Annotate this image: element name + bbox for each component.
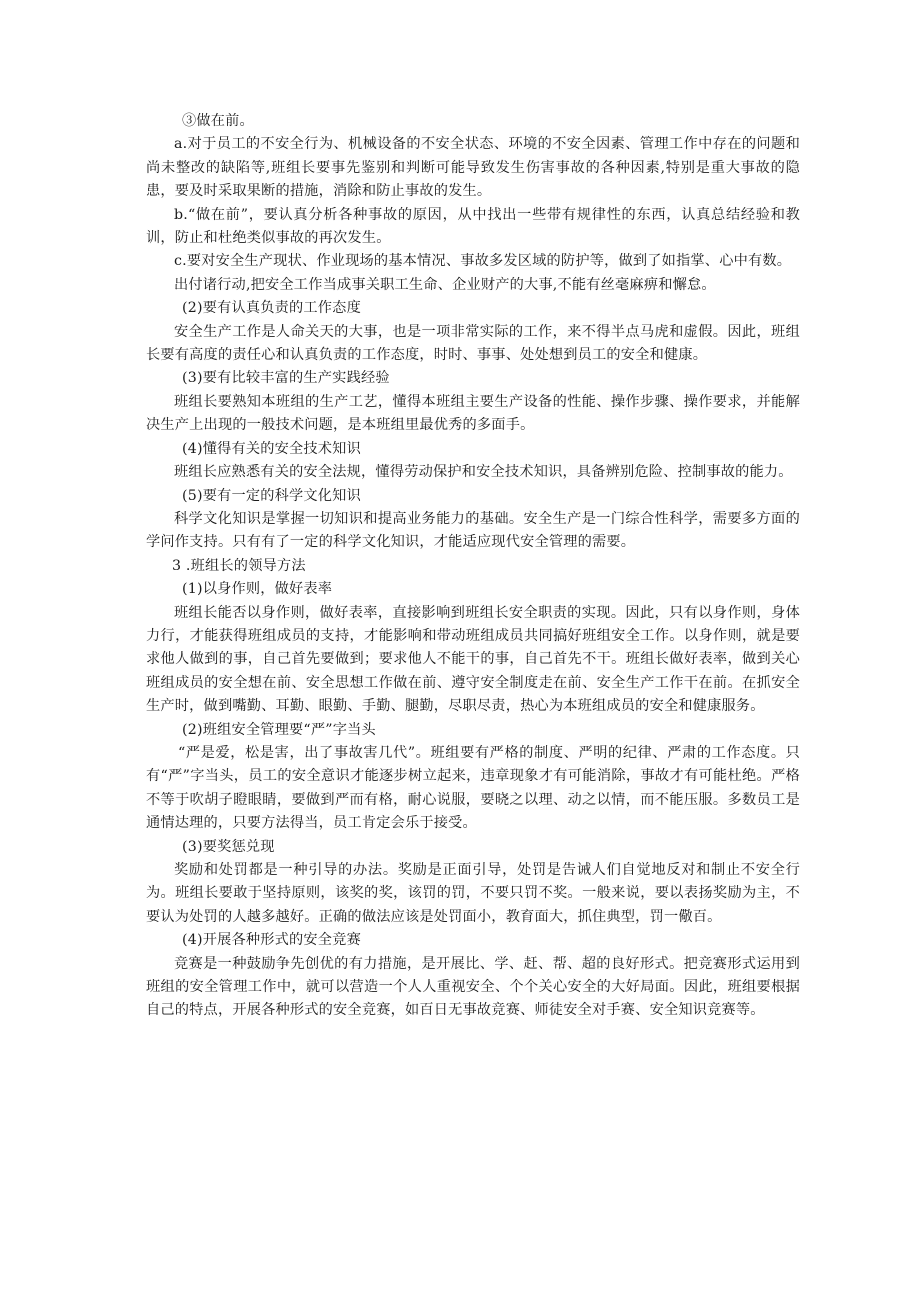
paragraph-take-action: 出付诸行动,把安全工作当成事关职工生命、企业财产的大事,不能有丝毫麻痹和懈怠。 <box>174 276 716 293</box>
paragraph-science-culture: 科学文化知识是掌握一切知识和提高业务能力的基础。安全生产是一门综合性科学，需要多方面的学问作支持。只有有了一定的科学文化知识，才能适应现代安全管理的需要。 <box>146 510 800 551</box>
paragraph-item-b: b.“做在前”，要认真分析各种事故的原因，从中找出一些带有规律性的东西，认真总结经验和教训，防止和杜绝类似事故的再次发生。 <box>146 206 800 247</box>
paragraph-rewards-penalties: 奖励和处罚都是一种引导的办法。奖励是正面引导，处罚是告诫人们自觉地反对和制止不安全行为。班组长要敢于坚持原则，该奖的奖，该罚的罚，不要只罚不奖。一般来说，要以表扬奖励为主，不要认为处罚的人越多越好。正确的做法应该是处罚面小，教育面大，抓住典型，罚一儆百。 <box>146 862 800 925</box>
paragraph-responsible-attitude: 安全生产工作是人命关天的大事，也是一项非常实际的工作，来不得半点马虎和虚假。因此，班组长要有高度的责任心和认真负责的工作态度，时时、事事、处处想到员工的安全和健康。 <box>146 323 800 364</box>
heading-strictness-first: (2)班组安全管理要“严”字当头 <box>182 721 376 738</box>
paragraph-item-c: c.要对安全生产现状、作业现场的基本情况、事故多发区域的防护等，做到了如指掌、心中有数。 <box>174 253 792 270</box>
paragraph-strictness-first: “严是爱，松是害，出了事故害几代”。班组要有严格的制度、严明的纪律、严肃的工作态度。只有“严”字当头，员工的安全意识才能逐步树立起来，违章现象才有可能消除，事故才有可能杜绝。严格不等于吹胡子瞪眼睛，要做到严而有格，耐心说服，要晓之以理、动之以情，而不能压服。多数员工是通情达理的，只要方法得当，员工肯定会乐于接受。 <box>146 744 800 832</box>
paragraph-safety-knowledge: 班组长应熟悉有关的安全法规，懂得劳动保护和安全技术知识，具备辨别危险、控制事故的能力。 <box>174 464 793 481</box>
section-heading-leadership-methods: 3 .班组长的领导方法 <box>172 557 306 574</box>
paragraph-practical-experience: 班组长要熟知本班组的生产工艺，懂得本班组主要生产设备的性能、操作步骤、操作要求，并能解决生产上出现的一般技术问题，是本班组里最优秀的多面手。 <box>146 393 800 434</box>
paragraph-lead-by-example: 班组长能否以身作则，做好表率，直接影响到班组长安全职责的实现。因此，只有以身作则，身体力行，才能获得班组成员的支持，才能影响和带动班组成员共同搞好班组安全工作。以身作则，就是要求他人做到的事，自己首先要做到；要求他人不能干的事，自己首先不干。班组长做好表率，做到关心班组成员的安全想在前、安全思想工作做在前、遵守安全制度走在前、安全生产工作干在前。在抓安全生产时，做到嘴勤、耳勤、眼勤、手勤、腿勤，尽职尽责，热心为本班组成员的安全和健康服务。 <box>146 604 800 715</box>
heading-do-in-advance: ③做在前。 <box>182 113 254 129</box>
document-body <box>146 110 800 1023</box>
heading-practical-experience: (3)要有比较丰富的生产实践经验 <box>182 370 390 387</box>
heading-rewards-penalties: (3)要奖惩兑现 <box>182 838 275 855</box>
paragraph-safety-competitions: 竞赛是一种鼓励争先创优的有力措施，是开展比、学、赶、帮、超的良好形式。把竞赛形式运用到班组的安全管理工作中，就可以营造一个人人重视安全、个个关心安全的大好局面。因此，班组要根据自己的特点，开展各种形式的安全竞赛，如百日无事故竞赛、师徒安全对手赛、安全知识竞赛等。 <box>146 955 800 1019</box>
heading-safety-competitions: (4)开展各种形式的安全竞赛 <box>182 932 361 949</box>
heading-lead-by-example: (1)以身作则，做好表率 <box>182 581 333 598</box>
paragraph-item-a: a.对于员工的不安全行为、机械设备的不安全状态、环境的不安全因素、管理工作中存在的问题和尚未整改的缺陷等,班组长要事先鉴别和判断可能导致发生伤害事故的各种因素,特别是重大事故的隐患，要及时采取果断的措施，消除和防止事故的发生。 <box>146 136 800 200</box>
heading-safety-knowledge: (4)懂得有关的安全技术知识 <box>182 440 361 457</box>
heading-responsible-attitude: (2)要有认真负责的工作态度 <box>182 300 361 317</box>
heading-science-culture: (5)要有一定的科学文化知识 <box>182 487 361 504</box>
